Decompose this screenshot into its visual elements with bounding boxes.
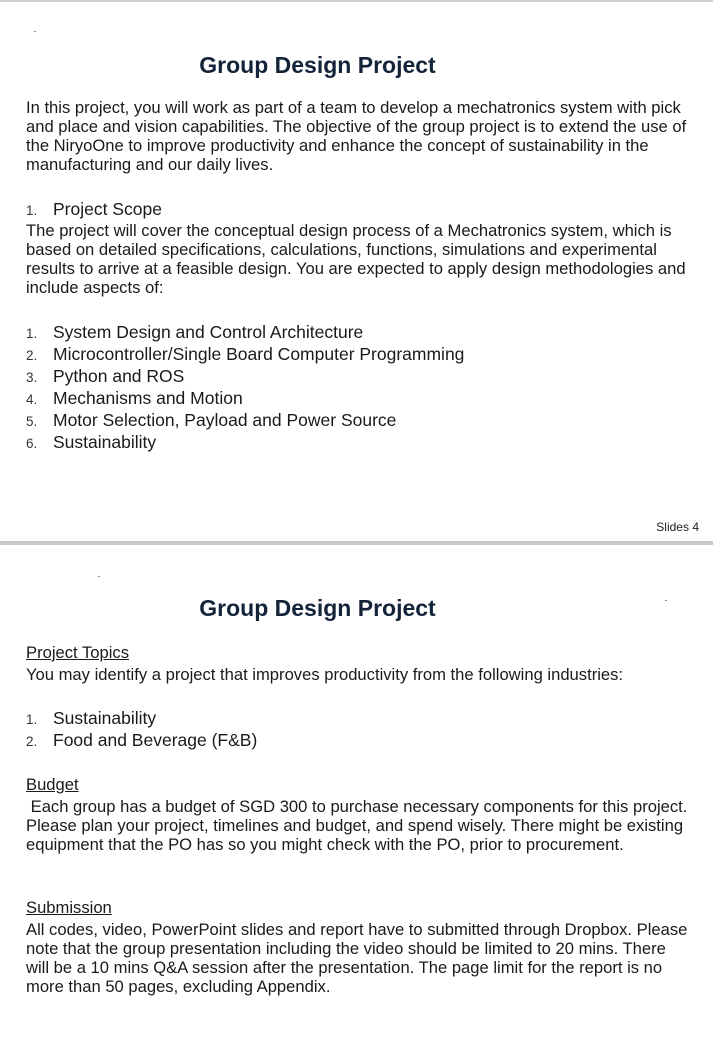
list-item-text: Python and ROS (53, 366, 185, 386)
intro-paragraph: In this project, you will work as part of a team to develop a mechatronics system with pick and place and vision capabilities. The objective of the group project is to extend the use of the NiryoOne to improve productivity and enhance the concept of sustainability in the manufacturing and our daily lives. (26, 98, 687, 174)
topics-intro: You may identify a project that improves productivity from the following industries: (26, 665, 624, 684)
budget-paragraph: Each group has a budget of SGD 300 to purchase necessary components for this project. Please plan your project, timelines and budget, and spend wisely. There might be existing equipment that the PO has so you might check with the PO, prior to procurement. (26, 797, 693, 854)
industries-list (26, 707, 257, 751)
list-item (26, 321, 464, 343)
list-number: 1. (26, 326, 38, 341)
slide-2 (0, 545, 713, 1038)
scan-speck (98, 576, 100, 577)
slide-number: Slides 4 (656, 520, 699, 534)
scope-section-label: Project Scope (53, 199, 162, 219)
scan-speck (665, 600, 667, 601)
submission-paragraph: All codes, video, PowerPoint slides and report have to submitted through Dropbox. Please note that the group presentation including the video should be limited to 20 mins. There will be a 10 mins Q&A session after the presentation. The page limit for the report is no more than 50 pages, excluding Appendix. (26, 920, 688, 996)
list-item-text: Food and Beverage (F&B) (53, 730, 258, 750)
list-item (26, 343, 464, 365)
list-number: 4. (26, 392, 38, 407)
scan-speck (34, 31, 36, 32)
list-number: 1. (26, 203, 38, 218)
list-item-text: Microcontroller/Single Board Computer Programming (53, 344, 465, 364)
list-number: 3. (26, 370, 38, 385)
list-number: 2. (26, 734, 38, 749)
slide-1-title: Group Design Project (199, 52, 436, 78)
list-item-text: Sustainability (53, 432, 157, 452)
scope-section-list (26, 198, 162, 220)
list-item-text: Sustainability (53, 708, 157, 728)
list-item (26, 707, 257, 729)
scope-paragraph: The project will cover the conceptual design process of a Mechatronics system, which is based on detailed specifications, calculations, functions, simulations and experimental results to arrive at a feasible design. You are expected to apply design methodologies and include aspects of: (26, 221, 686, 297)
list-item-text: Motor Selection, Payload and Power Source (53, 410, 397, 430)
budget-heading: Budget (26, 775, 79, 794)
project-topics-heading: Project Topics (26, 643, 129, 662)
list-number: 1. (26, 712, 38, 727)
list-number: 5. (26, 414, 38, 429)
submission-heading: Submission (26, 898, 112, 917)
list-number: 2. (26, 348, 38, 363)
list-item (26, 431, 464, 453)
aspects-list (26, 321, 464, 453)
list-item (26, 365, 464, 387)
slide-1 (0, 2, 713, 542)
slide-2-title: Group Design Project (199, 595, 436, 621)
list-item-text: Mechanisms and Motion (53, 388, 243, 408)
list-item-text: System Design and Control Architecture (53, 322, 364, 342)
list-item (26, 387, 464, 409)
scope-section-item (26, 198, 162, 220)
list-item (26, 409, 464, 431)
list-item (26, 729, 257, 751)
list-number: 6. (26, 436, 38, 451)
